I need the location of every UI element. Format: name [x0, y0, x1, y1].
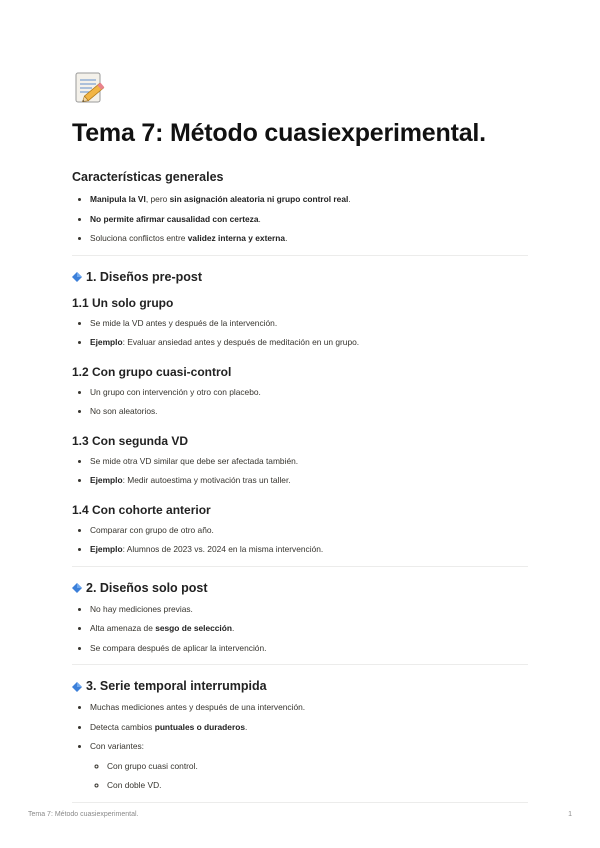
- bold-text: validez interna y externa: [187, 233, 286, 243]
- list-item: [90, 333, 528, 353]
- subsection-list: [72, 383, 528, 422]
- text: Se compara después de aplicar la intervención.: [90, 642, 267, 653]
- general-heading: Características generales: [72, 170, 224, 184]
- footer-page-number: 1: [568, 811, 572, 818]
- section-heading-label: 2. Diseños solo post: [86, 580, 208, 595]
- blue-diamond-icon: [72, 272, 81, 281]
- list-item-text: [90, 741, 144, 751]
- bold-text: Manipula la VI: [90, 194, 146, 204]
- text: Se mide la VD antes y después de la intervención.: [90, 317, 278, 328]
- divider: [72, 255, 528, 256]
- bold-text: Ejemplo: [90, 544, 123, 554]
- list-item: [90, 718, 528, 738]
- text: No hay mediciones previas.: [90, 603, 193, 614]
- subsection-heading: 1.4 Con cohorte anterior: [72, 502, 211, 517]
- subsection-heading: 1.2 Con grupo cuasi-control: [72, 364, 232, 379]
- subsection-heading: 1.3 Con segunda VD: [72, 433, 189, 448]
- section-heading-label: 3. Serie temporal interrumpida: [86, 679, 267, 693]
- text: Con doble VD.: [107, 780, 162, 790]
- bold-text: Ejemplo: [90, 337, 123, 347]
- text: : Medir autoestima y motivación tras un taller.: [122, 475, 291, 485]
- subsection-list: [72, 452, 528, 491]
- text: Detecta cambios: [90, 721, 155, 732]
- list-item: [90, 402, 528, 422]
- list-item: [90, 471, 528, 491]
- section-heading-pre-post: [72, 270, 528, 284]
- bold-text: Ejemplo: [90, 475, 123, 485]
- bold-text: No permite afirmar causalidad con certeza: [90, 213, 259, 224]
- text: , pero: [145, 194, 170, 204]
- list-item: [90, 452, 528, 472]
- text: : Alumnos de 2023 vs. 2024 en la misma intervención.: [122, 544, 324, 554]
- nested-list-item: [107, 757, 528, 777]
- list-item: [90, 190, 528, 210]
- section-heading-label: 1. Diseños pre-post: [86, 269, 202, 284]
- bold-text: puntuales o duraderos: [154, 721, 245, 732]
- list-item: [90, 210, 528, 230]
- bold-text: sin asignación aleatoria ni grupo control real: [169, 194, 349, 204]
- subsection-list: [72, 314, 528, 353]
- text: .: [285, 233, 288, 243]
- list-item: [90, 600, 528, 620]
- list-item: [90, 314, 528, 334]
- general-list: [72, 190, 528, 249]
- list-item: [90, 229, 528, 249]
- text: Soluciona conflictos entre: [90, 233, 188, 243]
- page-title: Tema 7: Método cuasiexperimental.: [72, 119, 486, 147]
- subsection-heading: 1.1 Un solo grupo: [72, 295, 174, 310]
- text: .: [258, 213, 261, 224]
- section-list: [72, 698, 528, 796]
- footer-title: Tema 7: Método cuasiexperimental.: [28, 811, 139, 818]
- list-item: [90, 540, 528, 560]
- text: Un grupo con intervención y otro con placebo.: [90, 386, 261, 397]
- text: .: [232, 623, 235, 633]
- section-heading-serie-temporal: [72, 679, 528, 693]
- list-item: [90, 619, 528, 639]
- text: Se mide otra VD similar que debe ser afectada también.: [90, 455, 299, 466]
- text: Muchas mediciones antes y después de una intervención.: [90, 702, 306, 712]
- divider: [72, 566, 528, 567]
- section-list: [72, 600, 528, 659]
- text: .: [348, 194, 351, 204]
- text: Con grupo cuasi control.: [107, 760, 198, 771]
- list-item: [90, 698, 528, 718]
- divider: [72, 664, 528, 665]
- blue-diamond-icon: [72, 682, 81, 691]
- text: No son aleatorios.: [90, 406, 158, 416]
- document-page: [72, 70, 528, 809]
- text: Comparar con grupo de otro año.: [90, 524, 214, 535]
- list-item: [90, 521, 528, 541]
- text: Alta amenaza de: [90, 623, 156, 633]
- list-item: [90, 639, 528, 659]
- text: .: [244, 721, 248, 732]
- nested-list-item: [107, 776, 528, 796]
- subsection-list: [72, 521, 528, 560]
- divider: [72, 802, 528, 803]
- list-item: [90, 383, 528, 403]
- blue-diamond-icon: [72, 583, 81, 592]
- nested-list: [90, 757, 528, 796]
- text: Con variantes:: [90, 741, 144, 751]
- text: : Evaluar ansiedad antes y después de meditación en un grupo.: [122, 337, 360, 347]
- bold-text: sesgo de selección: [155, 623, 232, 633]
- list-item: [90, 737, 528, 796]
- section-heading-solo-post: [72, 581, 528, 595]
- memo-pencil-icon: [72, 70, 108, 106]
